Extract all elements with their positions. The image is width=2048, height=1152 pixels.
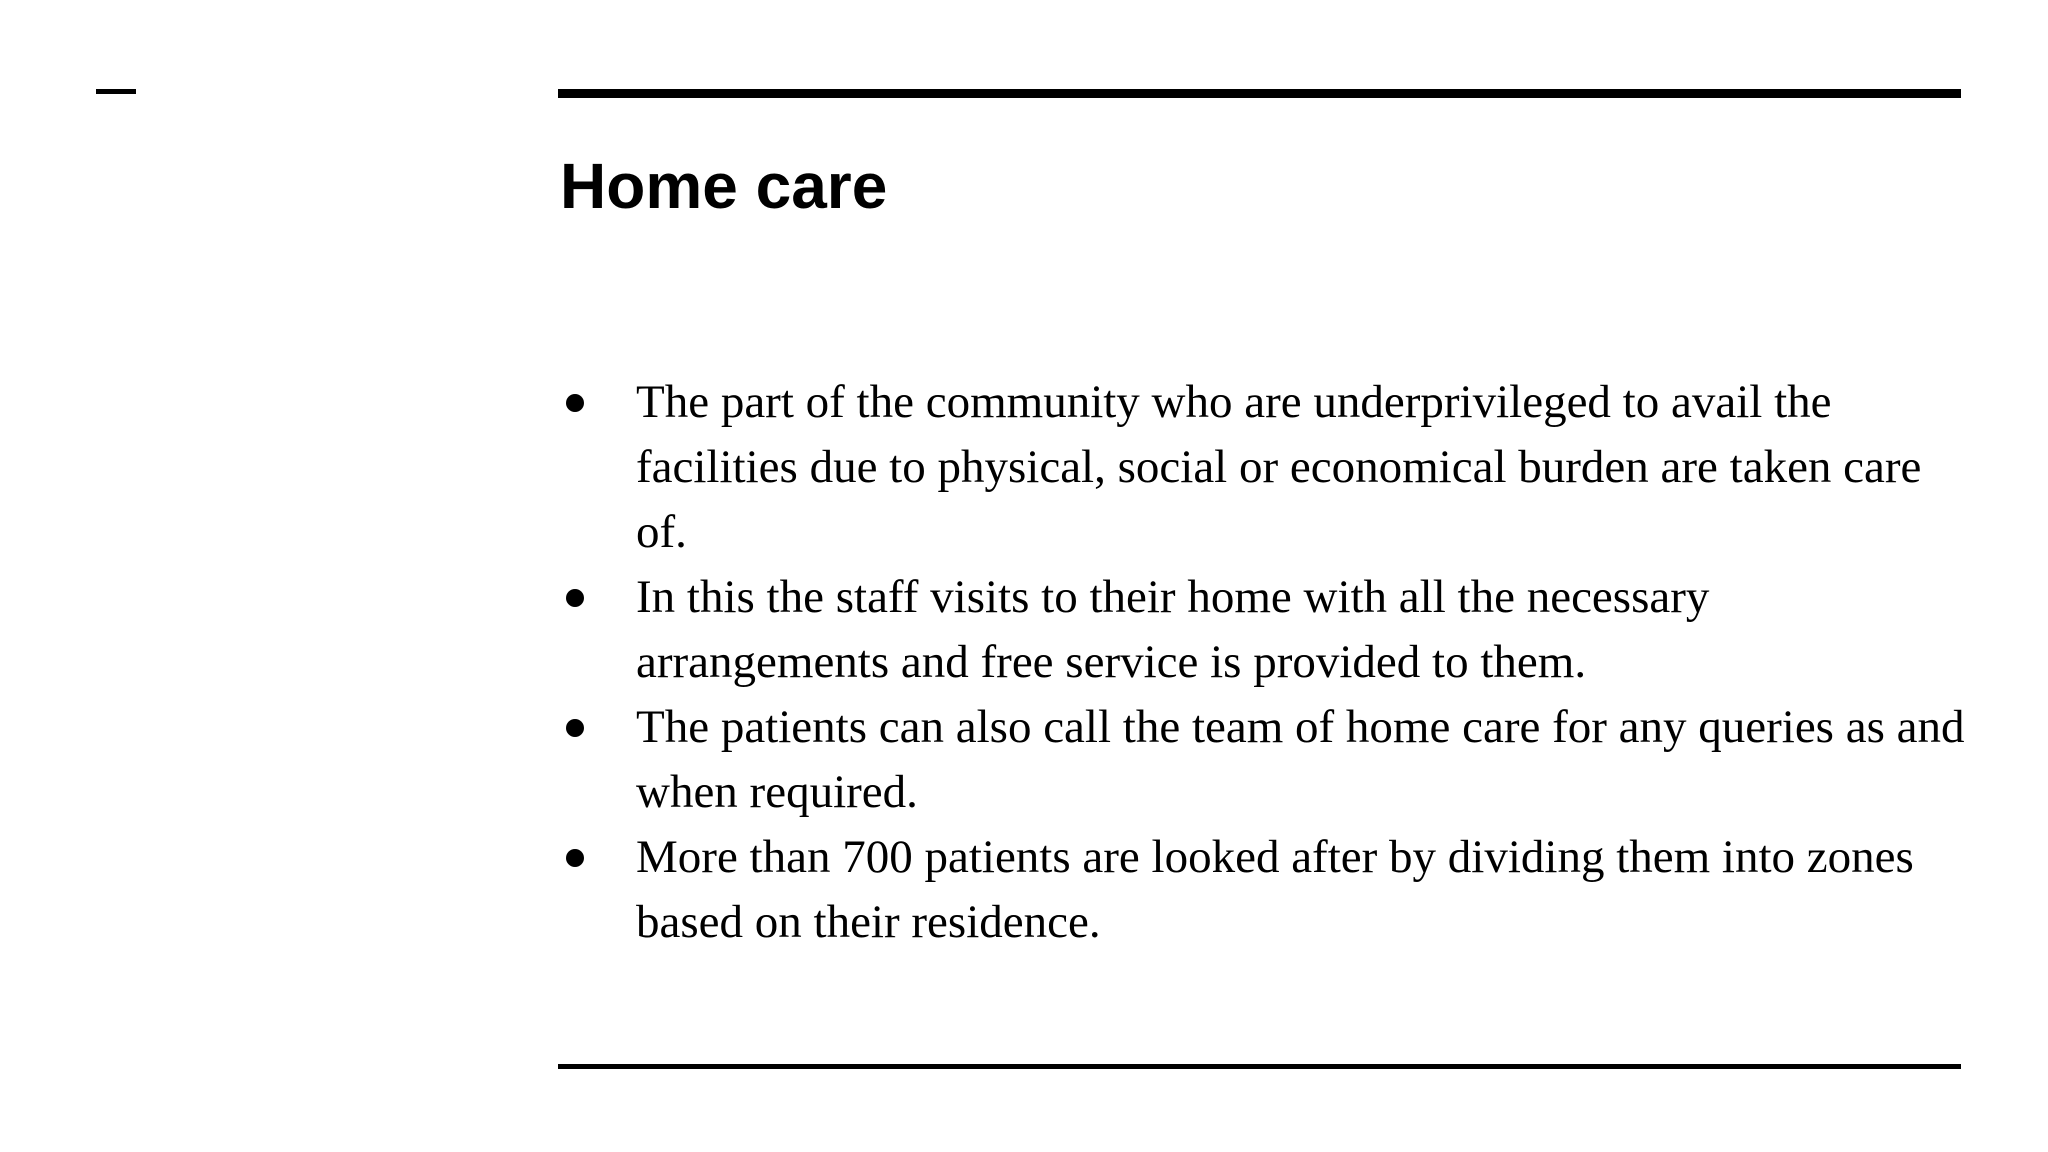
bullet-list <box>558 370 1968 955</box>
bottom-rule <box>558 1064 1961 1069</box>
bullet-item <box>558 825 1968 955</box>
corner-dash-decoration <box>96 89 136 94</box>
slide-title: Home care <box>560 150 888 222</box>
bullet-text: The part of the community who are underprivileged to avail the facilities due to physical, social or economical burden are taken care of. <box>636 376 1922 558</box>
bullet-dot-icon <box>566 719 584 737</box>
bullet-dot-icon <box>566 589 584 607</box>
top-rule <box>558 89 1961 98</box>
bullet-text: In this the staff visits to their home with all the necessary arrangements and free service is provided to them. <box>636 571 1710 688</box>
bullet-item <box>558 565 1968 695</box>
bullet-dot-icon <box>566 849 584 867</box>
bullet-item <box>558 695 1968 825</box>
bullet-item <box>558 370 1968 565</box>
bullet-text: The patients can also call the team of home care for any queries as and when required. <box>636 701 1965 818</box>
bullet-dot-icon <box>566 394 584 412</box>
bullet-text: More than 700 patients are looked after by dividing them into zones based on their residence. <box>636 831 1914 948</box>
